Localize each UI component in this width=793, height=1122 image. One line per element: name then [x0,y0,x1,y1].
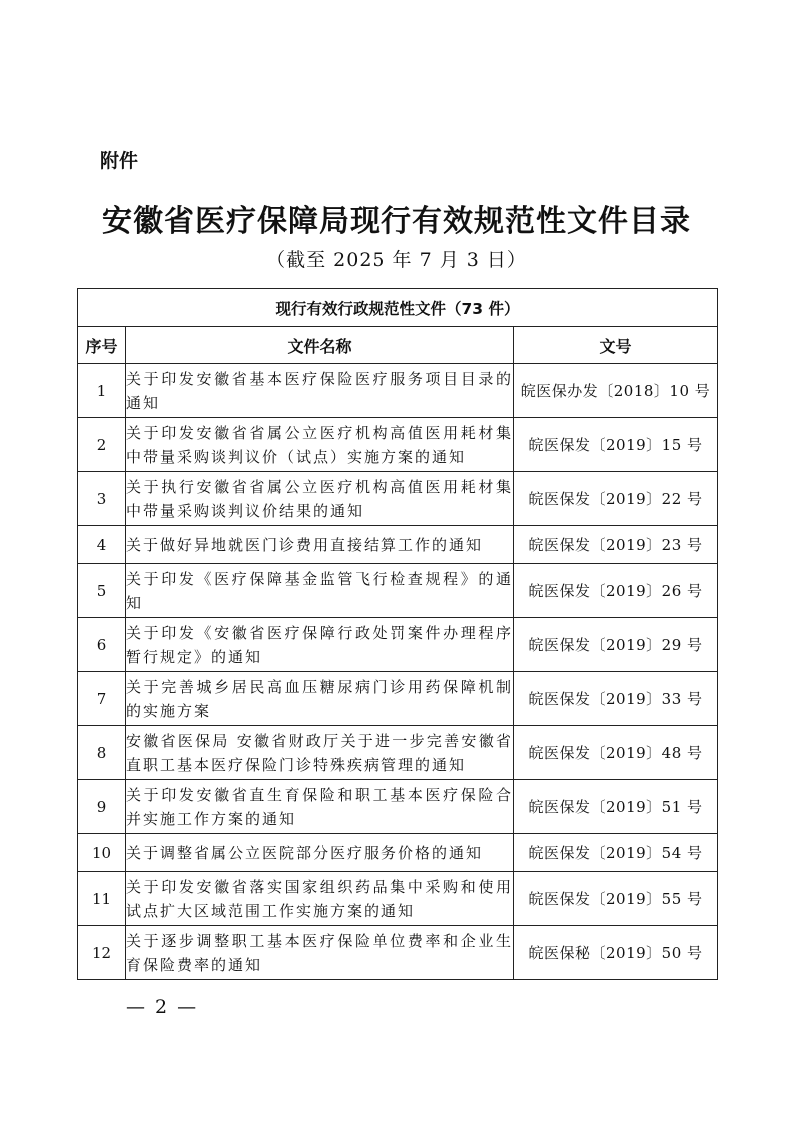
row-name: 关于完善城乡居民高血压糖尿病门诊用药保障机制的实施方案 [126,672,514,726]
row-name: 关于印发安徽省基本医疗保险医疗服务项目目录的通知 [126,364,514,418]
row-name: 关于印发安徽省直生育保险和职工基本医疗保险合并实施工作方案的通知 [126,780,514,834]
document-title: 安徽省医疗保障局现行有效规范性文件目录 [102,204,691,239]
row-seq: 1 [78,364,126,418]
row-seq: 2 [78,418,126,472]
table-row [78,834,718,872]
column-header-doc-no: 文号 [514,327,718,364]
table-row [78,564,718,618]
table-row [78,526,718,564]
row-doc-no: 皖医保发〔2019〕54 号 [514,834,718,872]
document-subtitle: （截至 2025 年 7 月 3 日） [266,249,527,271]
row-doc-no: 皖医保发〔2019〕48 号 [514,726,718,780]
document-table [77,288,718,980]
row-doc-no: 皖医保发〔2019〕33 号 [514,672,718,726]
row-doc-no: 皖医保发〔2019〕22 号 [514,472,718,526]
row-seq: 7 [78,672,126,726]
attachment-label: 附件 [100,150,139,172]
row-seq: 3 [78,472,126,526]
row-seq: 12 [78,926,126,980]
column-header-seq: 序号 [78,327,126,364]
row-doc-no: 皖医保秘〔2019〕50 号 [514,926,718,980]
row-seq: 9 [78,780,126,834]
row-name: 关于调整省属公立医院部分医疗服务价格的通知 [126,834,514,872]
table-row [78,872,718,926]
row-name: 关于印发《安徽省医疗保障行政处罚案件办理程序暂行规定》的通知 [126,618,514,672]
row-name: 关于逐步调整职工基本医疗保险单位费率和企业生育保险费率的通知 [126,926,514,980]
row-seq: 5 [78,564,126,618]
table-row [78,780,718,834]
row-name: 关于印发安徽省省属公立医疗机构高值医用耗材集中带量采购谈判议价（试点）实施方案的通知 [126,418,514,472]
row-name: 关于印发《医疗保障基金监管飞行检查规程》的通知 [126,564,514,618]
row-seq: 11 [78,872,126,926]
table-row [78,672,718,726]
table-caption: 现行有效行政规范性文件（73 件） [78,289,718,327]
row-doc-no: 皖医保发〔2019〕26 号 [514,564,718,618]
row-doc-no: 皖医保发〔2019〕29 号 [514,618,718,672]
table-row [78,364,718,418]
table-row [78,618,718,672]
page-number: — 2 — [126,996,199,1018]
column-header-name: 文件名称 [126,327,514,364]
table-row [78,472,718,526]
row-name: 关于做好异地就医门诊费用直接结算工作的通知 [126,526,514,564]
table-row [78,418,718,472]
row-doc-no: 皖医保发〔2019〕15 号 [514,418,718,472]
table-row [78,726,718,780]
row-name: 安徽省医保局 安徽省财政厅关于进一步完善安徽省直职工基本医疗保险门诊特殊疾病管理的通知 [126,726,514,780]
row-seq: 6 [78,618,126,672]
row-name: 关于执行安徽省省属公立医疗机构高值医用耗材集中带量采购谈判议价结果的通知 [126,472,514,526]
row-doc-no: 皖医保发〔2019〕55 号 [514,872,718,926]
row-doc-no: 皖医保发〔2019〕51 号 [514,780,718,834]
row-doc-no: 皖医保发〔2019〕23 号 [514,526,718,564]
row-doc-no: 皖医保办发〔2018〕10 号 [514,364,718,418]
table-row [78,926,718,980]
row-name: 关于印发安徽省落实国家组织药品集中采购和使用试点扩大区域范围工作实施方案的通知 [126,872,514,926]
row-seq: 4 [78,526,126,564]
row-seq: 10 [78,834,126,872]
row-seq: 8 [78,726,126,780]
